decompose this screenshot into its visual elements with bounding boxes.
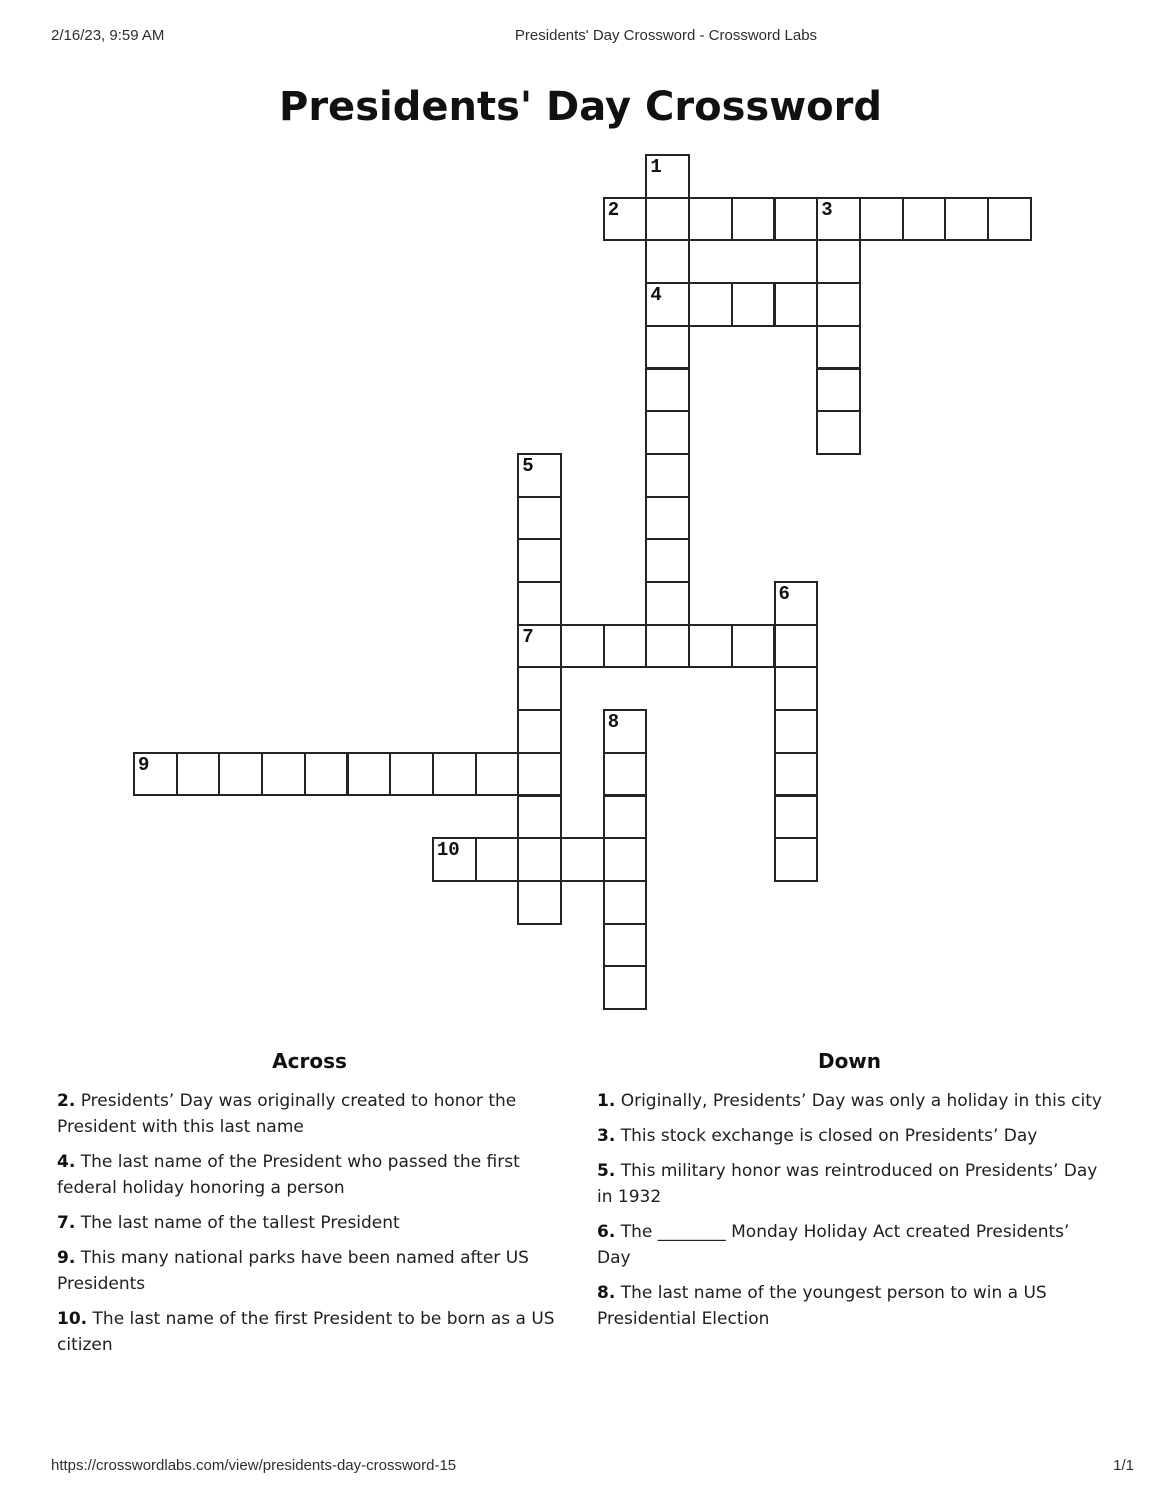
clue-number: 10.	[57, 1309, 88, 1329]
grid-cell	[688, 282, 733, 327]
clue-across: 2. Presidents’ Day was originally created to honor the President with this last name	[57, 1091, 517, 1137]
grid-cell-number: 4	[650, 284, 662, 307]
grid-cell	[774, 837, 819, 882]
grid-cell	[517, 752, 562, 797]
grid-cell-number: 9	[138, 753, 150, 776]
grid-cell	[645, 239, 690, 284]
clues-across-list	[57, 1088, 562, 1358]
page-title: Presidents' Day Crossword	[279, 83, 882, 130]
grid-cell	[774, 709, 819, 754]
grid-cell	[603, 795, 648, 840]
print-header-doc-title: Presidents' Day Crossword - Crossword Labs	[514, 27, 818, 44]
grid-cell	[645, 197, 690, 242]
clue-across: 10. The last name of the first President to be born as a US citizen	[57, 1309, 555, 1355]
grid-cell	[133, 752, 178, 797]
grid-cell	[816, 368, 861, 413]
clue-across: 7. The last name of the tallest President	[57, 1213, 400, 1233]
clue-down: 5. This military honor was reintroduced on Presidents’ Day in 1932	[597, 1161, 1098, 1207]
grid-cell	[603, 923, 648, 968]
grid-cell	[389, 752, 434, 797]
print-footer-page-indicator: 1/1	[1113, 1457, 1134, 1474]
grid-cell	[731, 197, 776, 242]
clues-down-list	[597, 1088, 1102, 1332]
grid-cell	[517, 453, 562, 498]
grid-cell	[603, 752, 648, 797]
grid-cell	[774, 624, 819, 669]
grid-cell	[645, 410, 690, 455]
grid-cell	[432, 837, 477, 882]
grid-cell	[517, 795, 562, 840]
grid-cell	[517, 837, 562, 882]
grid-cell	[304, 752, 349, 797]
clue-down: 3. This stock exchange is closed on Presidents’ Day	[597, 1126, 1038, 1146]
grid-cell	[731, 624, 776, 669]
grid-cell	[816, 410, 861, 455]
print-header-datetime: 2/16/23, 9:59 AM	[51, 27, 165, 44]
clues-across-section	[57, 1048, 562, 1367]
grid-cell	[517, 880, 562, 925]
clue-number: 6.	[597, 1222, 616, 1242]
clue-down: 1. Originally, Presidents’ Day was only a holiday in this city	[597, 1091, 1102, 1111]
grid-cell	[645, 496, 690, 541]
grid-cell-number: 6	[778, 583, 790, 605]
grid-cell	[731, 282, 776, 327]
grid-cell	[560, 837, 605, 882]
grid-cell-number: 5	[522, 454, 534, 477]
grid-cell	[902, 197, 947, 242]
grid-cell	[517, 666, 562, 711]
clue-down: 6. The ________ Monday Holiday Act created Presidents’ Day	[597, 1222, 1070, 1268]
clues-down-heading: Down	[817, 1049, 882, 1073]
grid-cell	[517, 709, 562, 754]
grid-cell	[517, 538, 562, 583]
grid-cell	[645, 154, 690, 199]
grid-cell	[816, 282, 861, 327]
clue-number: 3.	[597, 1126, 616, 1146]
grid-cell	[475, 752, 520, 797]
grid-cell	[816, 325, 861, 370]
grid-cell	[645, 624, 690, 669]
clue-number: 4.	[57, 1152, 76, 1172]
grid-cell	[774, 197, 819, 242]
grid-cell	[859, 197, 904, 242]
clue-down: 8. The last name of the youngest person to win a US Presidential Election	[597, 1283, 1047, 1329]
grid-cell	[432, 752, 477, 797]
clue-number: 5.	[597, 1161, 616, 1181]
grid-cell	[603, 624, 648, 669]
grid-cell	[347, 752, 392, 797]
grid-cell	[603, 709, 648, 754]
grid-cell	[517, 496, 562, 541]
grid-cell	[603, 197, 648, 242]
grid-cell	[560, 624, 605, 669]
clue-across: 4. The last name of the President who passed the first federal holiday honoring a person	[57, 1152, 520, 1198]
grid-cell	[603, 880, 648, 925]
grid-cell	[816, 239, 861, 284]
grid-cell	[774, 282, 819, 327]
grid-cell	[517, 581, 562, 626]
grid-cell	[218, 752, 263, 797]
print-footer-url: https://crosswordlabs.com/view/presidents-day-crossword-15	[51, 1457, 457, 1474]
grid-cell	[816, 197, 861, 242]
grid-cell	[645, 581, 690, 626]
grid-cell	[645, 538, 690, 583]
grid-cell-number: 8	[607, 711, 620, 734]
clue-number: 8.	[597, 1283, 616, 1303]
clues-down-section	[597, 1048, 1102, 1341]
grid-cell	[774, 581, 819, 626]
grid-cell	[688, 624, 733, 669]
grid-cell	[475, 837, 520, 882]
clues-across-heading: Across	[272, 1049, 347, 1073]
grid-cell	[645, 282, 690, 327]
clue-number: 1.	[597, 1091, 616, 1111]
grid-cell	[774, 752, 819, 797]
grid-cell	[603, 837, 648, 882]
grid-cell	[261, 752, 306, 797]
grid-cell-number: 3	[821, 198, 833, 221]
clue-number: 2.	[57, 1091, 76, 1111]
grid-cell	[645, 325, 690, 370]
clue-number: 7.	[57, 1213, 76, 1233]
grid-cell	[645, 453, 690, 498]
grid-cell	[774, 795, 819, 840]
grid-cell	[688, 197, 733, 242]
grid-cell	[987, 197, 1032, 242]
grid-cell	[517, 624, 562, 669]
grid-cell	[774, 666, 819, 711]
clue-across: 9. This many national parks have been named after US Presidents	[57, 1248, 529, 1294]
clue-number: 9.	[57, 1248, 76, 1268]
grid-cell-number: 1	[650, 156, 662, 178]
grid-cell	[645, 368, 690, 413]
grid-cell-number: 7	[522, 625, 534, 648]
grid-cell-number: 10	[436, 839, 460, 862]
grid-cell	[944, 197, 989, 242]
grid-cell-number: 2	[607, 198, 620, 221]
grid-cell	[603, 965, 648, 1010]
grid-cell	[176, 752, 221, 797]
